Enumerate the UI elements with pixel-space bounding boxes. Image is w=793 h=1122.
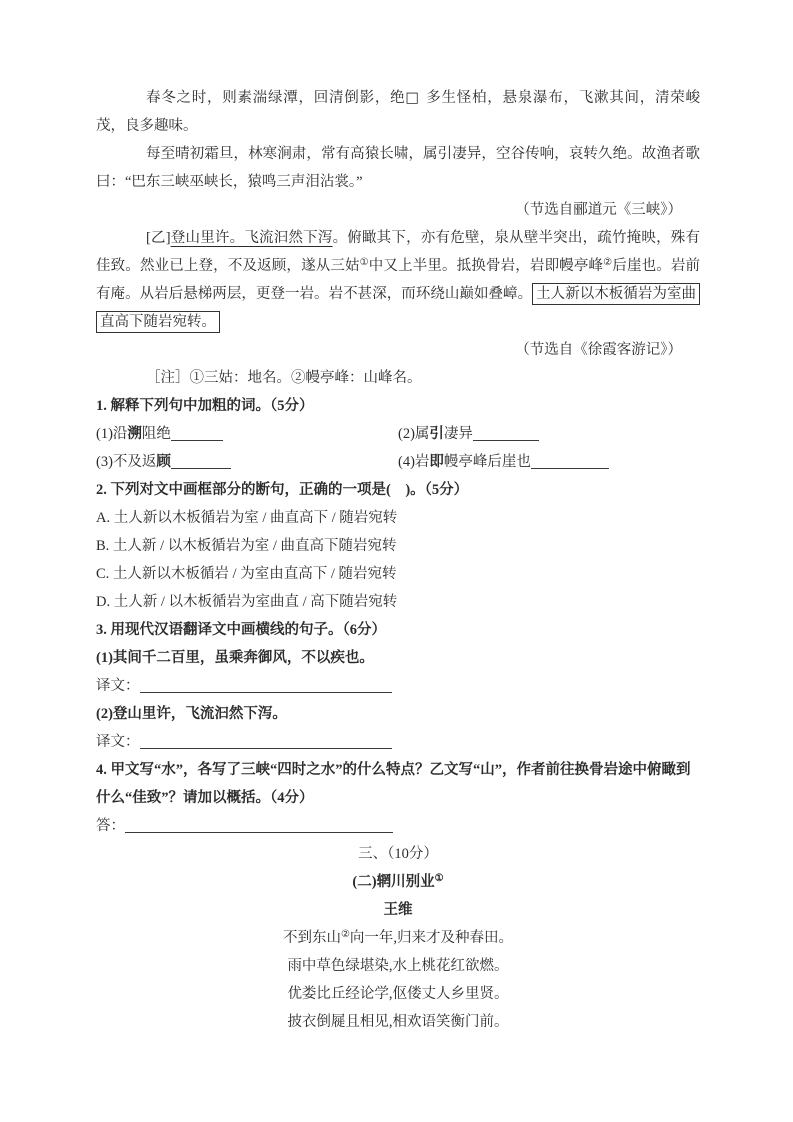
poem-line-1-post: 向一年,归来才及种春田。 [349, 930, 514, 946]
passage-jia-paragraph-2: 每至晴初霜旦，林寒涧肃，常有高猿长啸，属引凄异，空谷传响，哀转久绝。故渔者歌曰：“巴东三峡巫峡长，猿鸣三声泪沾裳。” [96, 146, 700, 190]
yi-seg2: 中又上半里。抵换骨岩，岩即幔亭峰 [368, 258, 604, 274]
q1-item-3-keyword: 顾 [156, 454, 171, 470]
jia-p1-rest: 多生怪柏，悬泉瀑布，飞漱其间，清荣峻茂，良多趣味。 [96, 90, 701, 134]
q1-item-3-pre: (3)不及返 [96, 454, 157, 470]
passage-yi-paragraph [96, 224, 700, 336]
q4-stem: 4. 甲文写“水”，各写了三峡“四时之水”的什么特点？乙文写“山”，作者前往换骨岩途中俯瞰到什么“佳致”？请加以概括。（4分） [96, 762, 691, 806]
q3-translation-line-2 [96, 728, 700, 756]
note-ref-2: ② [603, 257, 613, 268]
q2-option-b: B. 土人新 / 以木板循岩为室 / 曲直高下随岩宛转 [96, 538, 397, 554]
poem-line-2: 雨中草色绿堪染,水上桃花红欲燃。 [287, 958, 509, 974]
answer-label: 答： [96, 818, 125, 834]
q2-option-a: A. 土人新以木板循岩为室 / 曲直高下 / 随岩宛转 [96, 510, 398, 526]
poem-title [96, 868, 700, 896]
section-heading: 三、（10分） [358, 846, 438, 862]
poem-line-1-pre: 不到东山 [282, 930, 341, 946]
yi-label: [乙] [146, 230, 171, 246]
q1-item-1-pre: (1)沿 [96, 426, 128, 442]
q1-item-2-answer-blank [473, 425, 539, 441]
notes-line: ［注］①三姑：地名。②幔亭峰：山峰名。 [146, 370, 422, 386]
jia-source-line: （节选自郦道元《三峡》） [515, 202, 682, 218]
q1-item-2-pre: (2)属 [398, 426, 430, 442]
q1-item-1-keyword: 溯 [127, 426, 142, 442]
yi-seg1: 。俯瞰其下，亦有危壁，泉从壁半突出，疏竹掩映，殊有佳致。然业已上登，不及返顾，遂从三姑 [96, 230, 701, 274]
yi-underlined-sentence: 登山里许。飞流汩然下泻 [170, 230, 333, 246]
q1-item-4-post: 幔亭峰后崖也 [443, 454, 531, 470]
poem-line-3: 优娄比丘经论学,伛偻丈人乡里贤。 [287, 986, 509, 1002]
q1-item-1-answer-blank [171, 425, 223, 441]
missing-character-box: □ [405, 90, 420, 106]
q3-stem: 3. 用现代汉语翻译文中画横线的句子。（6分） [96, 622, 386, 638]
passage-jia-paragraph-1 [96, 84, 700, 140]
q1-item-4 [398, 448, 700, 476]
q2-stem: 2. 下列对文中画框部分的断句，正确的一项是( )。（5分） [96, 482, 469, 498]
q2-option-d: D. 土人新 / 以木板循岩为室曲直 / 高下随岩宛转 [96, 594, 398, 610]
poem-line-4: 披衣倒屣且相见,相欢语笑衡门前。 [287, 1014, 509, 1030]
translation-blank-1 [140, 677, 392, 693]
poet-name: 王维 [383, 902, 413, 918]
poem-line-1 [96, 924, 700, 952]
q1-item-2-post: 凄异 [443, 426, 473, 442]
q1-stem: 1. 解释下列句中加粗的词。（5分） [96, 398, 314, 414]
q2-option-c: C. 土人新以木板循岩 / 为室由直高下 / 随岩宛转 [96, 566, 397, 582]
q3-translation-line-1 [96, 672, 700, 700]
q1-item-4-keyword: 即 [429, 454, 444, 470]
q1-items-grid [96, 420, 700, 476]
q4-answer-line [96, 812, 700, 840]
jia-p1-lead: 春冬之时，则素湍绿潭，回清倒影，绝 [146, 90, 406, 106]
q1-item-2 [398, 420, 700, 448]
q1-item-4-answer-blank [531, 453, 609, 469]
q1-item-3-answer-blank [171, 453, 231, 469]
q3-sentence-2: (2)登山里许，飞流汩然下泻。 [96, 706, 287, 722]
yi-source-line: （节选自《徐霞客游记》） [515, 342, 682, 358]
translation-label-1: 译文： [96, 678, 140, 694]
q1-item-1-post: 阻绝 [141, 426, 171, 442]
translation-label-2: 译文： [96, 734, 140, 750]
translation-blank-2 [140, 733, 392, 749]
poem-title-text: (二)辋川别业 [352, 874, 435, 890]
note-ref-1: ① [359, 257, 369, 268]
poem-line-1-note-ref: ② [340, 929, 350, 940]
q1-item-1 [96, 420, 398, 448]
q3-sentence-1: (1)其间千二百里，虽乘奔御风，不以疾也。 [96, 650, 374, 666]
yi-seg3: 后崖也。岩前有庵。从岩后悬梯两层，更登一岩。岩不甚深，而环绕山巅如叠嶂。 [96, 258, 701, 302]
answer-blank [125, 817, 393, 833]
q1-item-4-pre: (4)岩 [398, 454, 430, 470]
q1-item-2-keyword: 引 [429, 426, 444, 442]
yi-boxed-sentence: 土人新以木板循岩为室曲直高下随岩宛转。 [96, 283, 700, 333]
q1-item-3 [96, 448, 398, 476]
poem-title-note-ref: ① [434, 873, 444, 884]
